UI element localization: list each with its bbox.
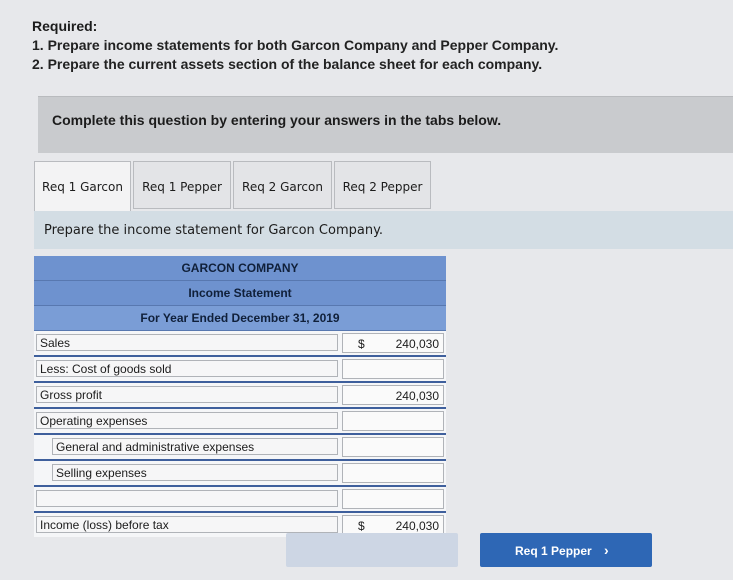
row-label[interactable]: Sales	[36, 334, 338, 351]
row-label[interactable]: Selling expenses	[52, 464, 338, 481]
row-operating-expenses	[34, 409, 446, 435]
amount-value: 240,030	[395, 337, 439, 351]
general-admin-amount-input[interactable]	[342, 437, 444, 457]
row-cogs	[34, 357, 446, 383]
statement-period: For Year Ended December 31, 2019	[34, 306, 446, 331]
income-before-tax-amount[interactable]	[342, 515, 444, 535]
sales-amount-input[interactable]	[342, 333, 444, 353]
row-label[interactable]	[36, 490, 338, 507]
row-general-admin	[34, 435, 446, 461]
amount-value: 240,030	[395, 519, 439, 533]
row-label[interactable]: General and administrative expenses	[52, 438, 338, 455]
income-statement	[34, 256, 446, 537]
tab-req1-pepper[interactable]: Req 1 Pepper	[133, 161, 231, 209]
operating-expenses-amount[interactable]	[342, 411, 444, 431]
previous-button[interactable]	[286, 533, 458, 567]
chevron-right-icon: ›	[604, 542, 609, 558]
tab-req1-garcon[interactable]: Req 1 Garcon	[34, 161, 131, 211]
gross-profit-amount[interactable]	[342, 385, 444, 405]
tab-req2-pepper[interactable]: Req 2 Pepper	[334, 161, 431, 209]
statement-company: GARCON COMPANY	[34, 256, 446, 281]
row-sales	[34, 331, 446, 357]
required-title: Required:	[32, 18, 98, 34]
dollar-sign: $	[358, 337, 365, 351]
row-gross-profit	[34, 383, 446, 409]
row-selling-expenses	[34, 461, 446, 487]
next-req1-pepper-button[interactable]	[480, 533, 652, 567]
statement-title: Income Statement	[34, 281, 446, 306]
row-blank	[34, 487, 446, 513]
dollar-sign: $	[358, 519, 365, 533]
row-label[interactable]: Income (loss) before tax	[36, 516, 338, 533]
instruction-text: Prepare the income statement for Garcon Company.	[44, 223, 384, 238]
row-label[interactable]: Less: Cost of goods sold	[36, 360, 338, 377]
next-button-label: Req 1 Pepper	[515, 544, 592, 558]
question-banner	[38, 96, 733, 153]
row-label[interactable]: Gross profit	[36, 386, 338, 403]
blank-amount-input[interactable]	[342, 489, 444, 509]
selling-expenses-amount-input[interactable]	[342, 463, 444, 483]
cogs-amount-input[interactable]	[342, 359, 444, 379]
row-label[interactable]: Operating expenses	[36, 412, 338, 429]
tab-req2-garcon[interactable]: Req 2 Garcon	[233, 161, 332, 209]
banner-text: Complete this question by entering your answers in the tabs below.	[52, 112, 502, 128]
required-item-2: 2. Prepare the current assets section of the balance sheet for each company.	[32, 56, 543, 72]
amount-value: 240,030	[395, 389, 439, 403]
instruction-bar	[34, 211, 733, 249]
required-item-1: 1. Prepare income statements for both Garcon Company and Pepper Company.	[32, 37, 559, 53]
